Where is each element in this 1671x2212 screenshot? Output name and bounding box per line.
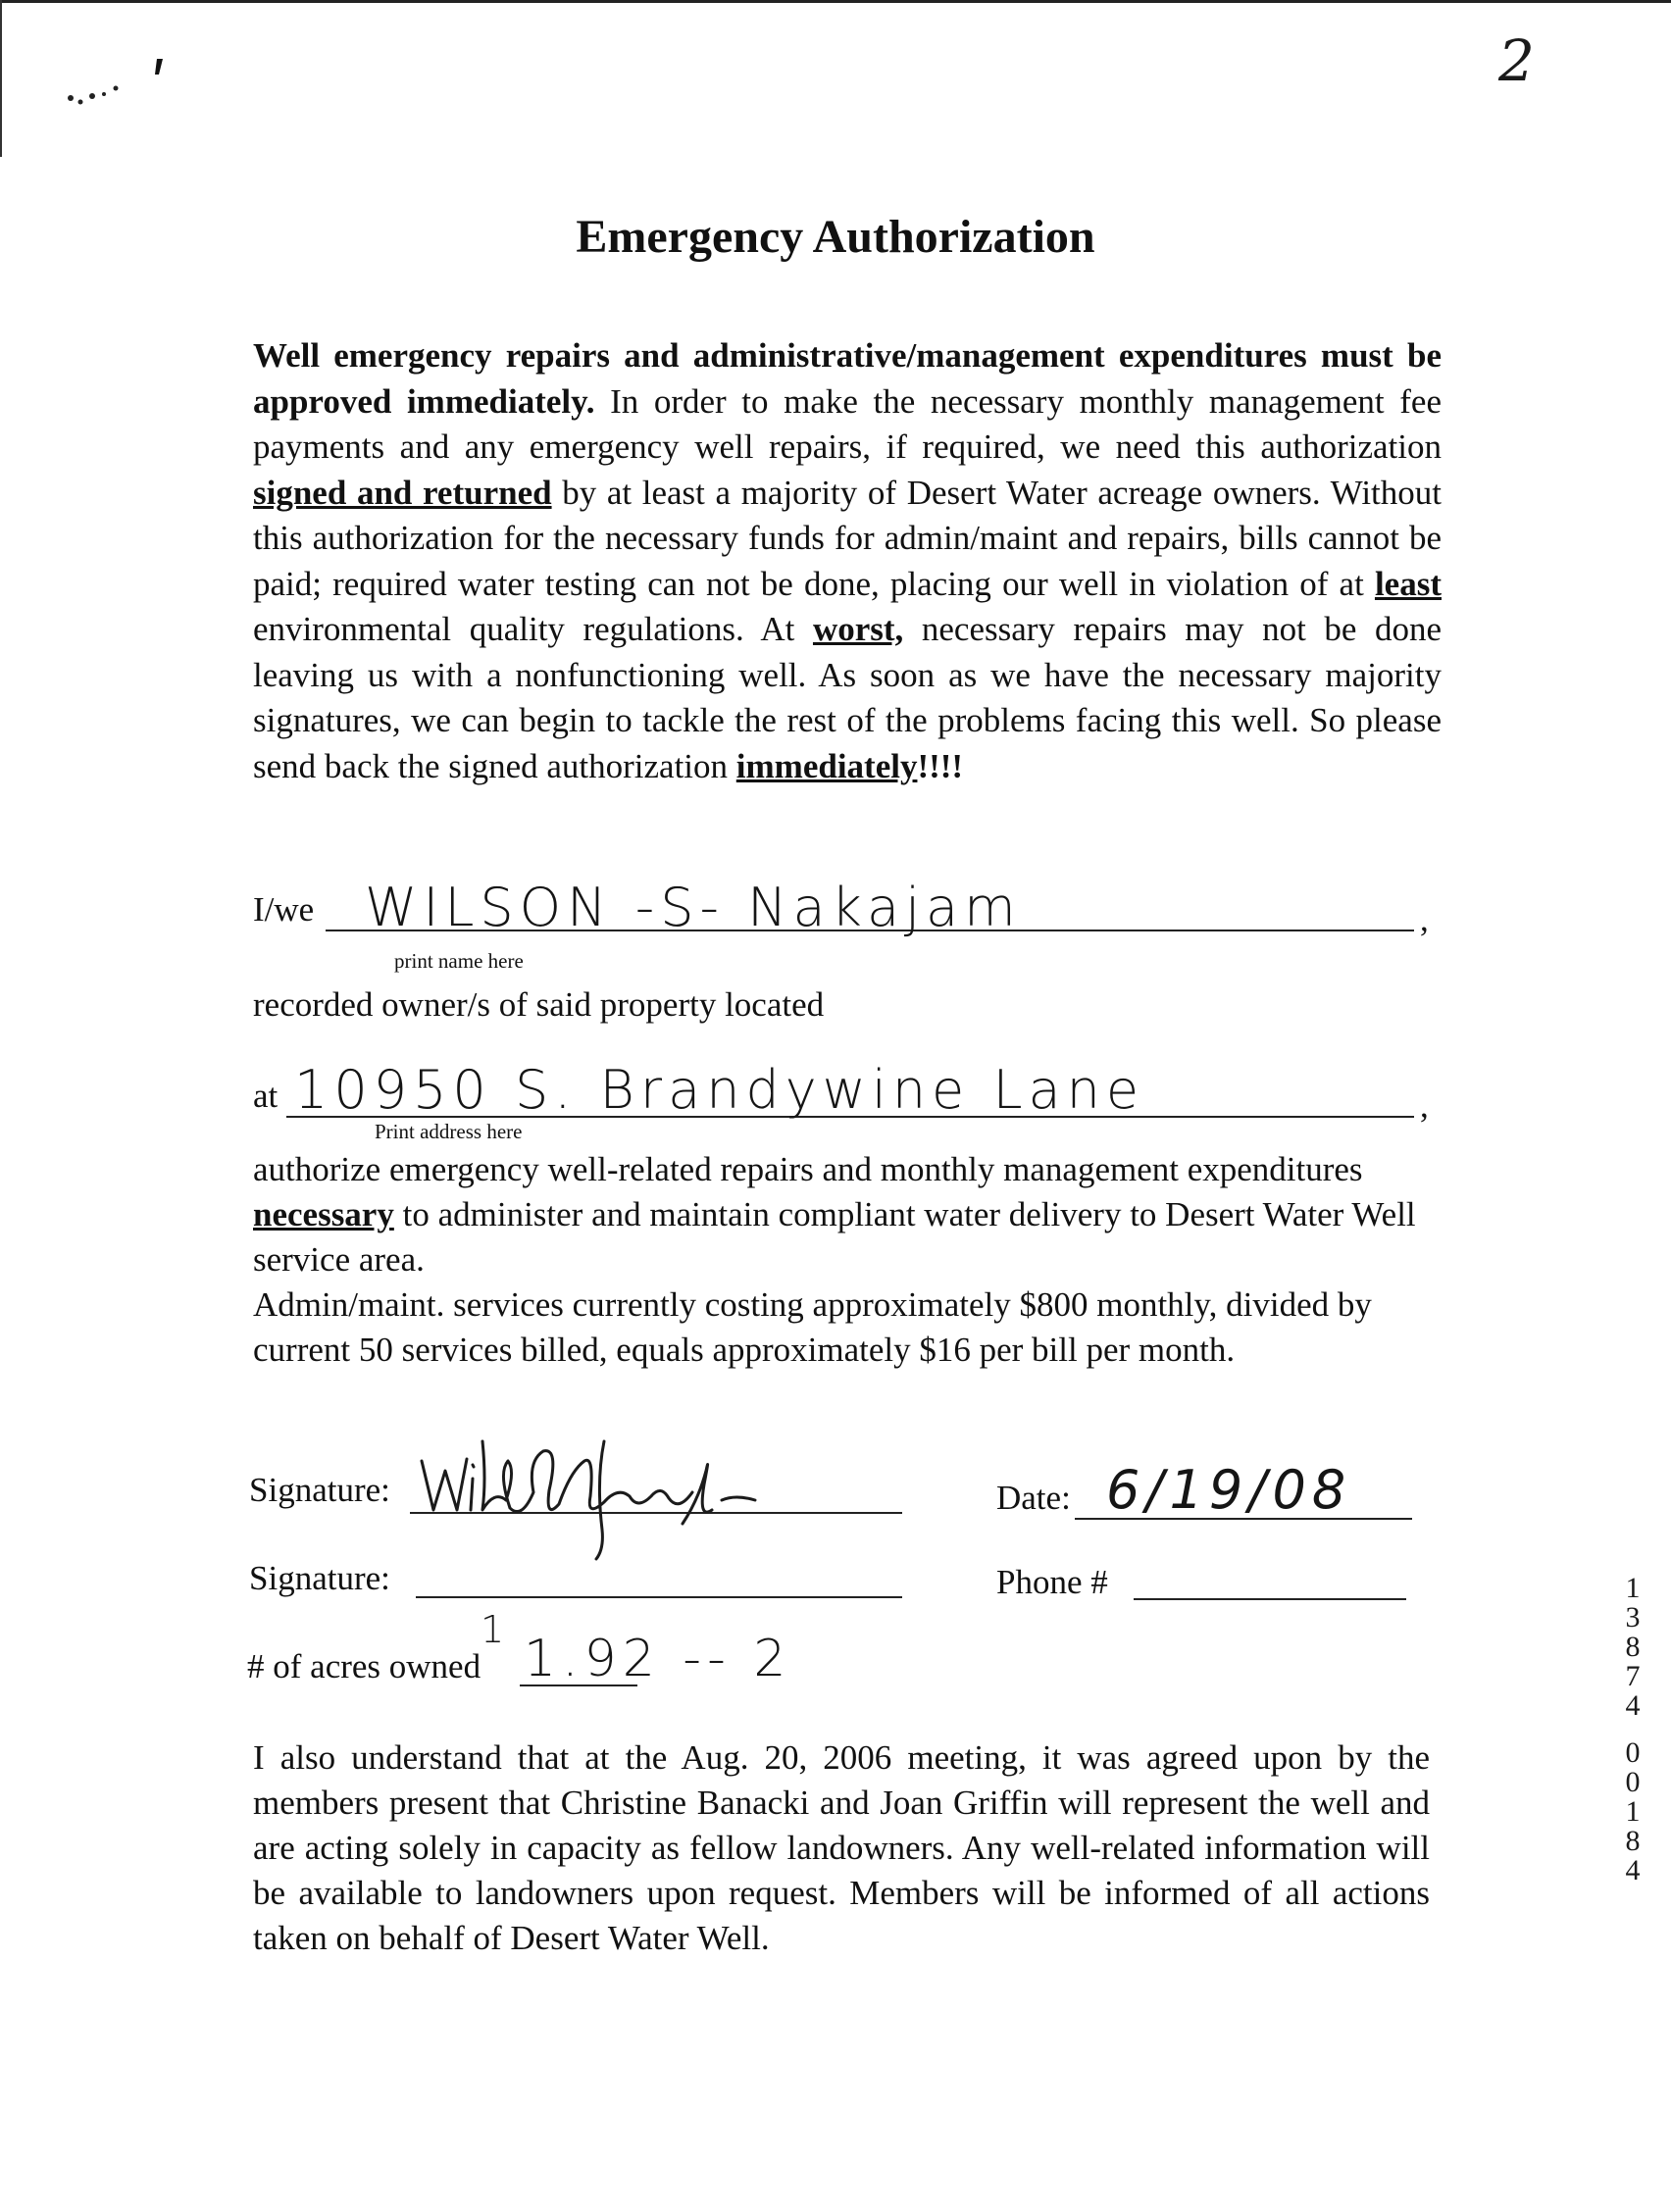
intro-text-1: In order to make the necessary monthly management fee payments and any emergency well repairs, if required, we need this authorization bbox=[253, 381, 1442, 466]
phone-line[interactable] bbox=[1134, 1598, 1406, 1600]
address-hint: Print address here bbox=[375, 1120, 523, 1143]
handwritten-signature bbox=[412, 1402, 824, 1579]
date-label: Date: bbox=[996, 1479, 1071, 1517]
handwritten-page-number: 2 bbox=[1498, 27, 1535, 94]
name-label: I/we bbox=[253, 890, 315, 929]
acres-label: # of acres owned bbox=[247, 1647, 481, 1685]
intro-paragraph bbox=[253, 333, 1442, 789]
address-label: at bbox=[253, 1077, 278, 1115]
date-handwritten-value[interactable]: 6/19/08 bbox=[1106, 1459, 1352, 1521]
acres-annotation: 1 bbox=[481, 1608, 511, 1651]
name-trailing-comma: , bbox=[1420, 900, 1429, 938]
intro-text-3: environmental quality regulations. At bbox=[253, 610, 813, 648]
intro-emph-immediately: immediately bbox=[735, 746, 918, 785]
intro-emph-least: least bbox=[1374, 564, 1442, 603]
signature-2-line[interactable] bbox=[416, 1596, 902, 1598]
authorize-text-1: authorize emergency well-related repairs and monthly management expenditures bbox=[253, 1150, 1363, 1188]
signature-2-label: Signature: bbox=[249, 1559, 390, 1597]
intro-text-4: necessary repairs may not be done leaving us with a nonfunctioning well. As soon as we have the necessary majority signatures, we can begin to tackle the rest of the problems facing this well. So please send back the signed authorization bbox=[253, 610, 1443, 785]
authorize-emph-necessary: necessary bbox=[253, 1195, 394, 1233]
intro-bold-lead: Well emergency repairs and administrative/management expenditures must be approved immediately. bbox=[253, 336, 1442, 421]
intro-emph-signed-returned: signed and returned bbox=[253, 473, 552, 512]
scan-specks bbox=[59, 49, 177, 118]
name-handwritten-value[interactable]: WILSON -S- Nakajam bbox=[365, 877, 1022, 938]
address-trailing-comma: , bbox=[1420, 1086, 1429, 1125]
address-handwritten-value[interactable]: 10950 S. Brandywine Lane bbox=[294, 1059, 1145, 1121]
intro-text-5: !!!! bbox=[917, 746, 964, 785]
intro-text-2: by at least a majority of Desert Water acreage owners. Without this authorization for the necessary funds for admin/maint and repairs, bills cannot be paid; required water testing can not be done, placing our well in violation of at bbox=[253, 473, 1442, 603]
authorize-text-2: to administer and maintain compliant water delivery to Desert Water Well service area. bbox=[253, 1195, 1416, 1279]
scan-top-edge bbox=[0, 0, 1671, 3]
closing-paragraph: I also understand that at the Aug. 20, 2006 meeting, it was agreed upon by the members present that Christine Banacki and Joan Griffin will represent the well and are acting solely in capacity as fellow landowners. Any well-related information will be available to landowners upon request. Members will be informed of all actions taken on behalf of Desert Water Well. bbox=[253, 1738, 1430, 1957]
batch-number: 1 3 8 7 4 0 0 1 8 4 bbox=[1625, 1572, 1641, 1886]
phone-label: Phone # bbox=[996, 1563, 1108, 1601]
signature-1-label: Signature: bbox=[249, 1471, 390, 1509]
owner-line: recorded owner/s of said property located bbox=[253, 985, 825, 1024]
scan-left-edge bbox=[0, 0, 2, 157]
authorization-paragraph bbox=[253, 1147, 1469, 1373]
intro-emph-worst: worst, bbox=[812, 610, 904, 648]
acres-handwritten-value[interactable]: 1.92 -- 2 bbox=[524, 1630, 792, 1688]
name-hint: print name here bbox=[394, 949, 524, 973]
cost-note: Admin/maint. services currently costing approximately $800 monthly, divided by current 50 services billed, equals approximately $16 per bill per month. bbox=[253, 1285, 1372, 1369]
page-title: Emergency Authorization bbox=[576, 211, 1095, 263]
